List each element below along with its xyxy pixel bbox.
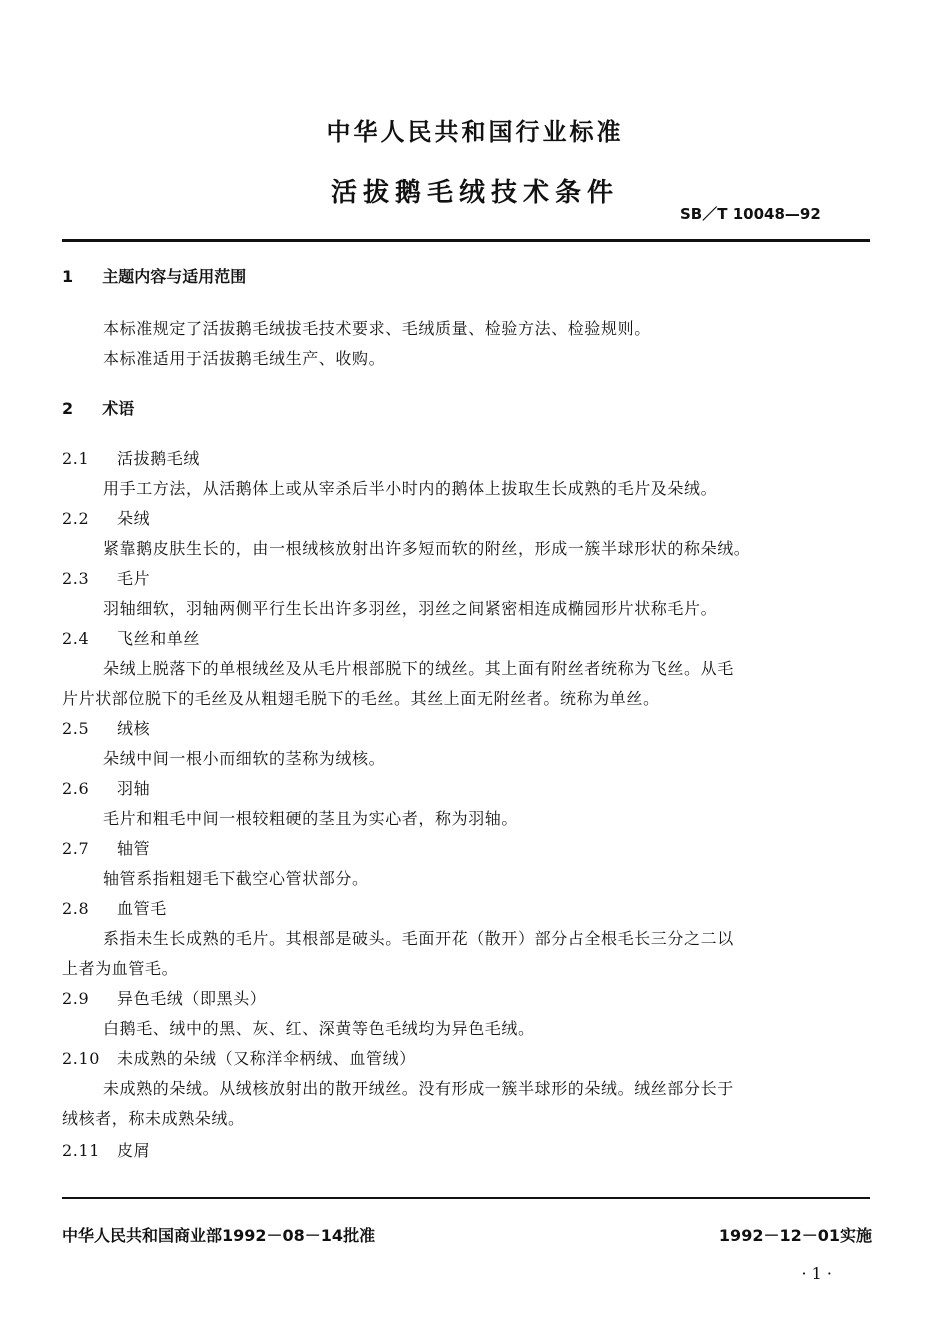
document-title: 活拔鹅毛绒技术条件 [330, 178, 619, 208]
term-name: 异色毛绒（即黑头） [117, 989, 267, 1008]
approval-note: 中华人民共和国商业部1992－08－14批准 [62, 1226, 376, 1245]
term-number: 2.10 [62, 1049, 101, 1068]
term-definition: 羽轴细软，羽轴两侧平行生长出许多羽丝，羽丝之间紧密相连成椭园形片状称毛片。 [103, 599, 718, 618]
term-name: 未成熟的朵绒（又称洋伞柄绒、血管绒） [117, 1049, 416, 1068]
term-heading [62, 446, 200, 469]
term-definition: 紧靠鹅皮肤生长的，由一根绒核放射出许多短而软的附丝，形成一簇半球形状的称朵绒。 [103, 539, 751, 558]
section-2-title: 术语 [102, 399, 135, 418]
section-2-heading [62, 396, 134, 419]
term-heading [62, 1046, 416, 1069]
page-number: · 1 · [801, 1264, 832, 1283]
term-definition: 片片状部位脱下的毛丝及从粗翅毛脱下的毛丝。其丝上面无附丝者。统称为单丝。 [62, 689, 660, 708]
term-definition: 白鹅毛、绒中的黑、灰、红、深黄等色毛绒均为异色毛绒。 [103, 1019, 535, 1038]
term-number: 2.11 [62, 1141, 101, 1160]
term-heading [62, 986, 266, 1009]
term-name: 轴管 [117, 839, 151, 858]
term-name: 活拔鹅毛绒 [117, 449, 201, 468]
term-name: 飞丝和单丝 [117, 629, 201, 648]
term-number: 2.4 [62, 629, 90, 648]
term-definition: 朵绒上脱落下的单根绒丝及从毛片根部脱下的绒丝。其上面有附丝者统称为飞丝。从毛 [103, 659, 734, 678]
term-definition: 用手工方法，从活鹅体上或从宰杀后半小时内的鹅体上拔取生长成熟的毛片及朵绒。 [103, 479, 718, 498]
term-heading [62, 716, 150, 739]
term-definition: 朵绒中间一根小而细软的茎称为绒核。 [103, 749, 386, 768]
term-heading [62, 1138, 150, 1161]
header-rule [62, 239, 870, 242]
term-heading [62, 776, 150, 799]
term-name: 皮屑 [117, 1141, 151, 1160]
term-name: 朵绒 [117, 509, 151, 528]
term-name: 毛片 [117, 569, 151, 588]
term-name: 绒核 [117, 719, 151, 738]
section-1-paragraph: 本标准规定了活拔鹅毛绒拔毛技术要求、毛绒质量、检验方法、检验规则。 [103, 319, 651, 338]
standard-code: SB／T 10048—92 [680, 205, 821, 223]
section-1-heading [62, 264, 246, 287]
term-definition: 未成熟的朵绒。从绒核放射出的散开绒丝。没有形成一簇半球形的朵绒。绒丝部分长于 [103, 1079, 734, 1098]
term-definition: 轴管系指粗翅毛下截空心管状部分。 [103, 869, 369, 888]
term-number: 2.5 [62, 719, 90, 738]
term-number: 2.6 [62, 779, 90, 798]
term-number: 2.3 [62, 569, 90, 588]
section-1-paragraph: 本标准适用于活拔鹅毛绒生产、收购。 [103, 349, 386, 368]
term-number: 2.7 [62, 839, 90, 858]
term-heading [62, 896, 167, 919]
footer-rule [62, 1197, 870, 1199]
term-heading [62, 836, 150, 859]
section-1-number: 1 [62, 267, 74, 286]
section-2-number: 2 [62, 399, 74, 418]
implementation-date: 1992－12－01实施 [718, 1226, 872, 1245]
standard-category-title: 中华人民共和国行业标准 [326, 118, 624, 146]
term-definition: 系指未生长成熟的毛片。其根部是破头。毛面开花（散开）部分占全根毛长三分之二以 [103, 929, 734, 948]
term-number: 2.8 [62, 899, 90, 918]
term-heading [62, 506, 150, 529]
section-1-title: 主题内容与适用范围 [102, 267, 247, 286]
term-number: 2.1 [62, 449, 90, 468]
term-heading [62, 626, 200, 649]
term-number: 2.2 [62, 509, 90, 528]
term-heading [62, 566, 150, 589]
term-name: 羽轴 [117, 779, 151, 798]
term-definition: 毛片和粗毛中间一根较粗硬的茎且为实心者，称为羽轴。 [103, 809, 519, 828]
term-definition: 绒核者，称未成熟朵绒。 [62, 1109, 245, 1128]
term-name: 血管毛 [117, 899, 167, 918]
term-number: 2.9 [62, 989, 90, 1008]
term-definition: 上者为血管毛。 [62, 959, 179, 978]
